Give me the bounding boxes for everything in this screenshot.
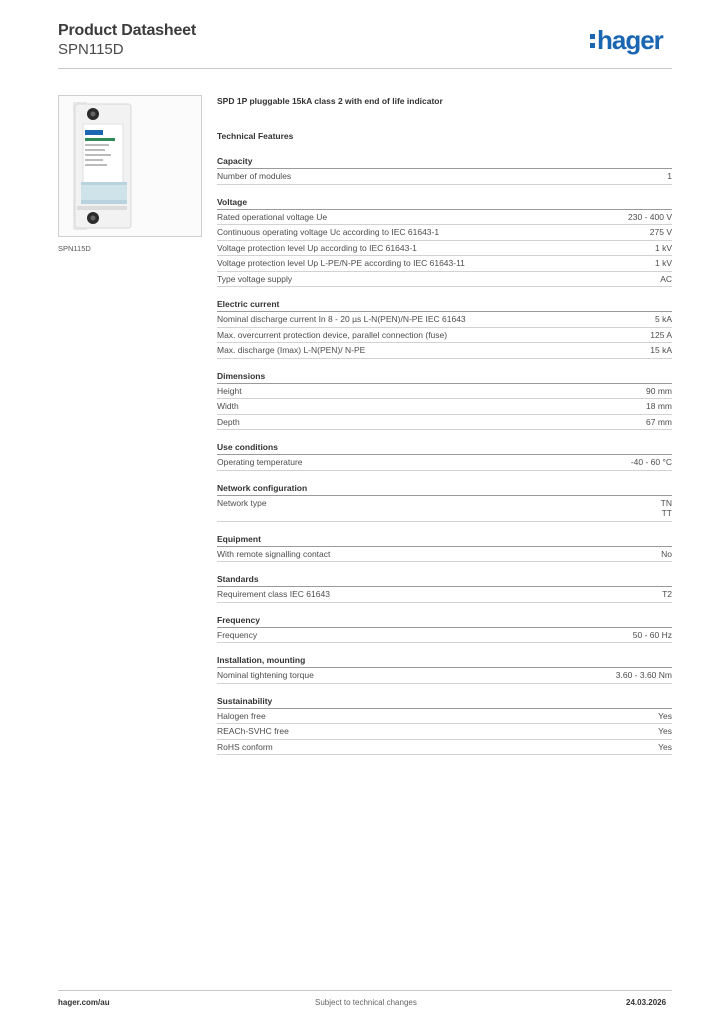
feature-label: RoHS conform — [217, 741, 273, 752]
feature-section — [217, 615, 672, 644]
surge-protector-icon — [59, 96, 201, 236]
footer-divider — [58, 990, 672, 991]
feature-section — [217, 534, 672, 563]
section-title: Electric current — [217, 299, 672, 312]
section-title: Standards — [217, 574, 672, 587]
footer-date: 24.03.2026 — [626, 998, 667, 1007]
feature-value: 1 kV — [654, 242, 672, 253]
feature-section — [217, 197, 672, 288]
logo-mark-icon — [590, 34, 595, 48]
logo-text: hager — [597, 25, 663, 55]
feature-label: Nominal discharge current In 8 - 20 µs L-N(PEN)/N-PE IEC 61643 — [217, 314, 466, 324]
feature-row — [217, 241, 672, 257]
feature-label: Type voltage supply — [217, 273, 293, 284]
page-title: Product Datasheet — [58, 22, 196, 39]
feature-label: Frequency — [217, 629, 258, 640]
feature-label: Max. overcurrent protection device, parallel connection (fuse) — [217, 329, 448, 340]
feature-row — [217, 668, 672, 684]
product-description: SPD 1P pluggable 15kA class 2 with end of life indicator — [217, 96, 443, 106]
feature-value: 50 - 60 Hz — [632, 629, 672, 640]
feature-row — [217, 312, 672, 328]
feature-label: Height — [217, 385, 242, 396]
feature-sections — [217, 156, 672, 755]
product-image — [58, 95, 202, 237]
feature-row — [217, 587, 672, 603]
feature-value: TN TT — [660, 497, 672, 518]
feature-section — [217, 483, 672, 522]
feature-section — [217, 156, 672, 185]
footer-website: hager.com/au — [58, 998, 110, 1007]
technical-features-heading: Technical Features — [217, 131, 294, 141]
image-caption: SPN115D — [58, 244, 91, 253]
feature-section — [217, 442, 672, 471]
feature-row — [217, 225, 672, 241]
feature-row — [217, 384, 672, 400]
feature-label: Max. discharge (Imax) L-N(PEN)/ N-PE — [217, 345, 366, 355]
feature-row — [217, 343, 672, 359]
feature-row — [217, 547, 672, 563]
feature-value: AC — [660, 273, 672, 284]
section-title: Capacity — [217, 156, 672, 169]
feature-label: Rated operational voltage Ue — [217, 211, 328, 222]
feature-value: Yes — [658, 710, 672, 721]
section-title: Sustainability — [217, 696, 672, 709]
feature-section — [217, 696, 672, 756]
section-title: Installation, mounting — [217, 655, 672, 668]
section-title: Dimensions — [217, 371, 672, 384]
feature-value: 1 — [667, 171, 672, 181]
feature-label: Requirement class IEC 61643 — [217, 589, 330, 599]
feature-label: Operating temperature — [217, 457, 303, 467]
feature-row — [217, 628, 672, 644]
feature-label: Depth — [217, 416, 240, 427]
feature-section — [217, 655, 672, 684]
feature-label: Halogen free — [217, 710, 266, 721]
product-code: SPN115D — [58, 41, 124, 58]
section-title: Use conditions — [217, 442, 672, 455]
feature-row — [217, 210, 672, 226]
section-title: Equipment — [217, 534, 672, 547]
feature-section — [217, 574, 672, 603]
feature-value: No — [661, 548, 672, 559]
section-title: Network configuration — [217, 483, 672, 496]
footer-notice: Subject to technical changes — [315, 998, 417, 1007]
feature-row — [217, 740, 672, 756]
section-title: Voltage — [217, 197, 672, 210]
section-title: Frequency — [217, 615, 672, 628]
feature-row — [217, 399, 672, 415]
datasheet-content — [217, 96, 672, 755]
feature-value: 5 kA — [654, 314, 672, 324]
feature-row — [217, 709, 672, 725]
feature-value: -40 - 60 °C — [630, 457, 672, 467]
feature-label: REACh-SVHC free — [217, 726, 289, 736]
feature-row — [217, 496, 672, 522]
feature-value: 3.60 - 3.60 Nm — [615, 670, 672, 680]
header-divider — [58, 68, 672, 69]
feature-label: Network type — [217, 497, 267, 508]
feature-value: 15 kA — [650, 345, 672, 355]
feature-row — [217, 415, 672, 431]
feature-label: Nominal tightening torque — [217, 670, 314, 680]
feature-value: 18 mm — [646, 401, 672, 411]
feature-row — [217, 724, 672, 740]
feature-value: 67 mm — [646, 416, 672, 427]
feature-value: 90 mm — [646, 385, 672, 396]
feature-label: Number of modules — [217, 171, 292, 181]
feature-value: T2 — [662, 589, 672, 599]
feature-label: Voltage protection level Up L-PE/N-PE according to IEC 61643-11 — [217, 258, 465, 268]
feature-row — [217, 455, 672, 471]
feature-row — [217, 272, 672, 288]
feature-value: Yes — [658, 741, 672, 752]
feature-value: 125 A — [650, 329, 672, 340]
hager-logo — [590, 25, 663, 56]
feature-label: Width — [217, 401, 239, 411]
feature-label: Continuous operating voltage Uc according to IEC 61643-1 — [217, 227, 440, 237]
feature-row — [217, 256, 672, 272]
feature-label: Voltage protection level Up according to IEC 61643-1 — [217, 242, 417, 253]
feature-label: With remote signalling contact — [217, 548, 331, 559]
feature-section — [217, 371, 672, 431]
feature-value: Yes — [658, 726, 672, 736]
feature-value: 1 kV — [654, 258, 672, 268]
feature-row — [217, 328, 672, 344]
feature-value: 230 - 400 V — [628, 211, 672, 222]
feature-section — [217, 299, 672, 359]
feature-value: 275 V — [649, 227, 672, 237]
feature-row — [217, 169, 672, 185]
